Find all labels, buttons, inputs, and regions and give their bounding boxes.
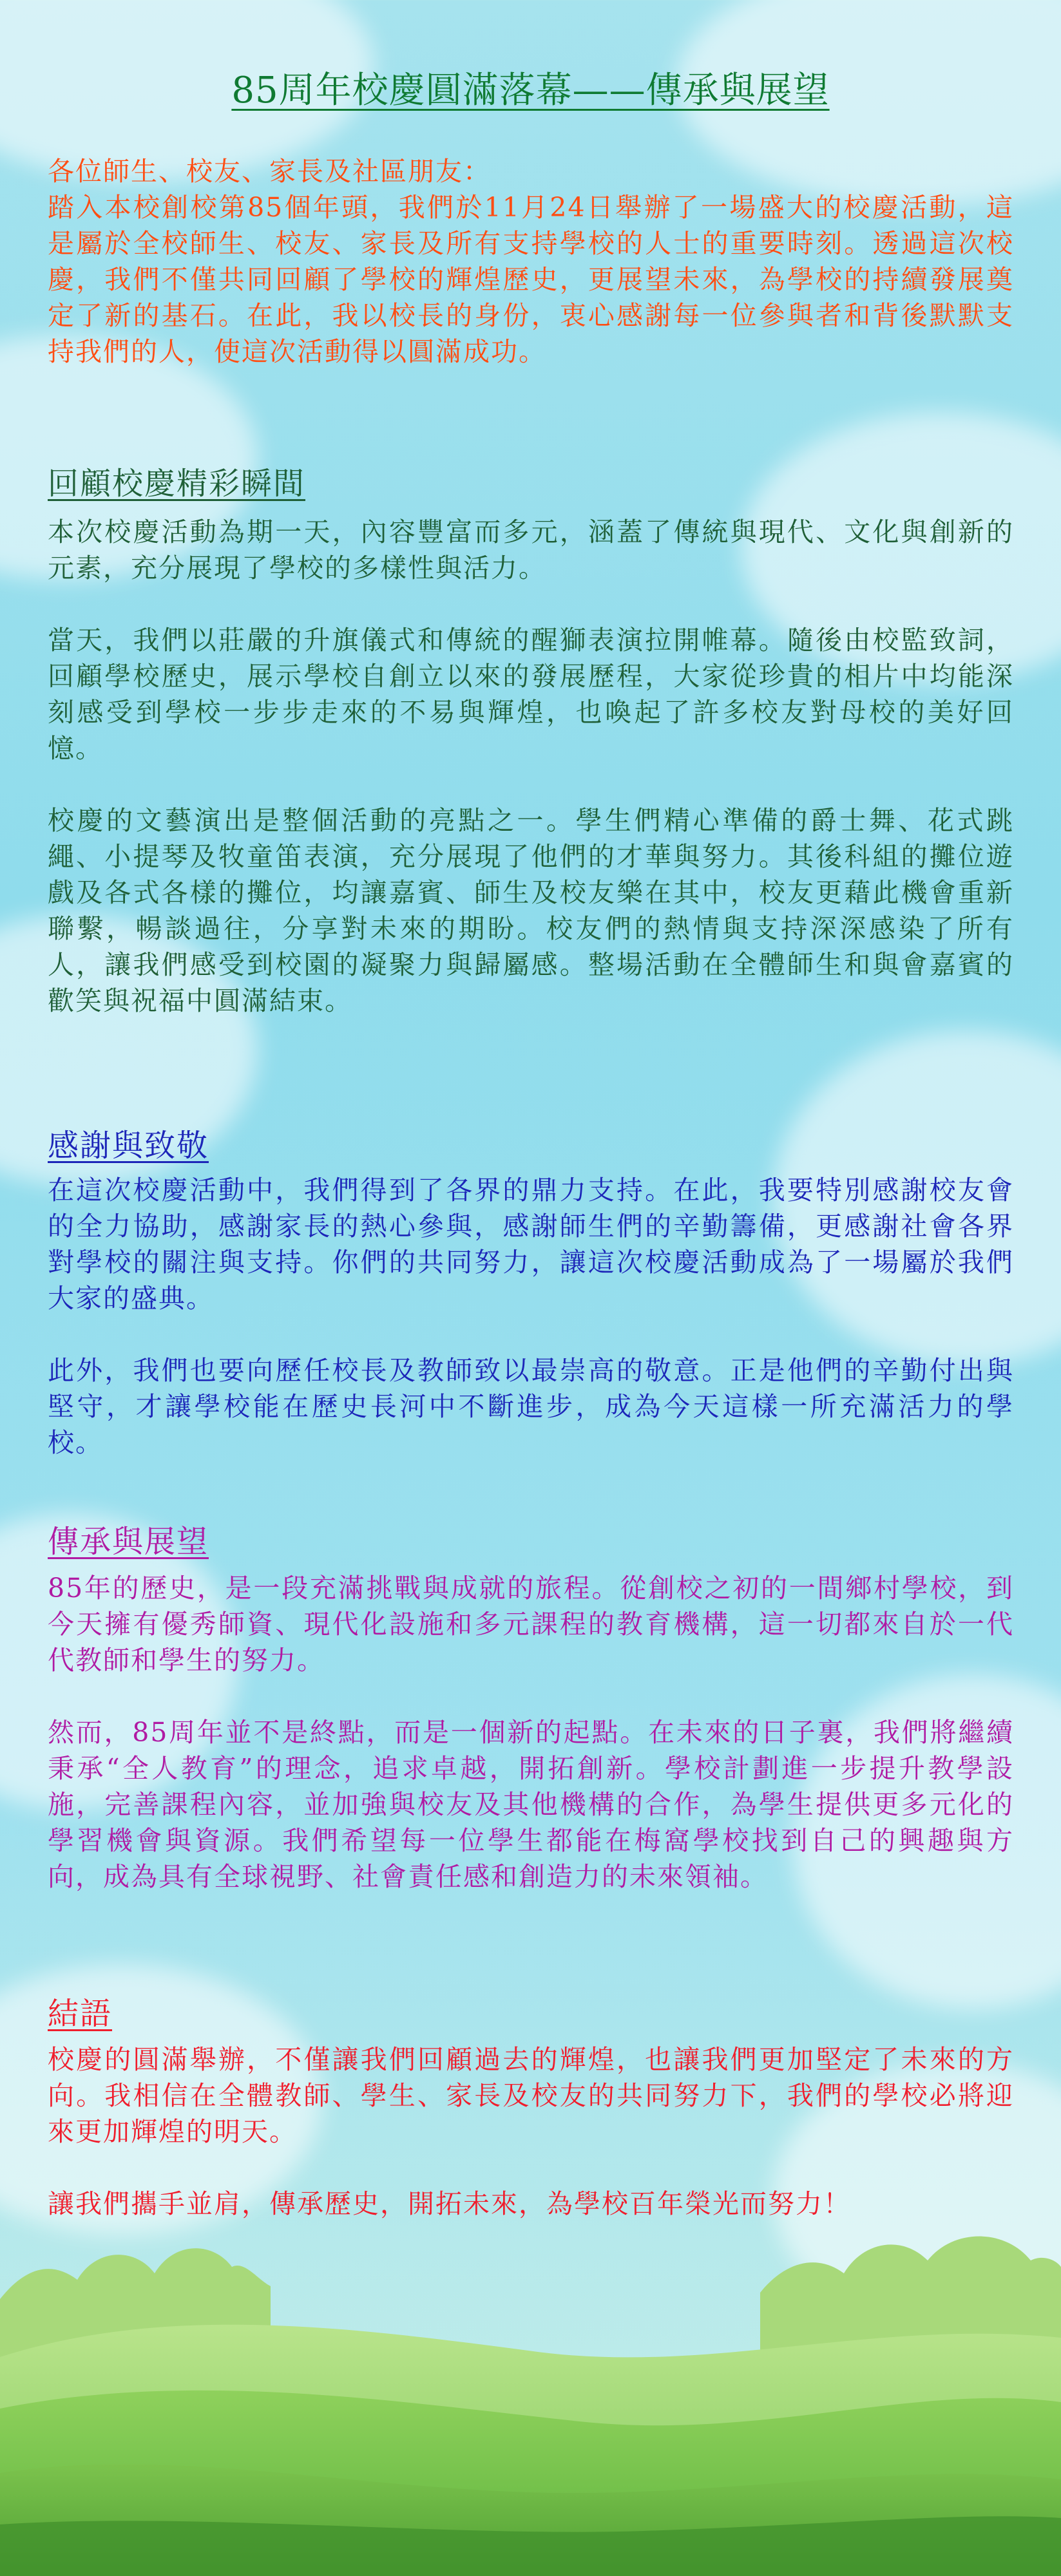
page-title: 85周年校慶圓滿落幕——傳承與展望	[231, 70, 830, 111]
intro-greeting: 各位師生、校友、家長及社區朋友：	[48, 156, 491, 187]
section-heading-review: 回顧校慶精彩瞬間	[48, 466, 306, 502]
thanks-paragraph: 此外，我們也要向歷任校長及教師致以最崇高的敬意。正是他們的辛勤付出與堅守，才讓學校能在歷史長河中不斷進步，成為今天這樣一所充滿活力的學校。	[48, 1355, 1014, 1458]
thanks-paragraph: 在這次校慶活動中，我們得到了各界的鼎力支持。在此，我要特別感謝校友會的全力協助，感謝家長的熱心參與，感謝師生們的辛勤籌備，更感謝社會各界對學校的關注與支持。你們的共同努力，讓這次校慶活動成為了一場屬於我們大家的盛典。	[48, 1175, 1014, 1314]
review-section	[48, 514, 1014, 1019]
future-paragraph: 85年的歷史，是一段充滿挑戰與成就的旅程。從創校之初的一間鄉村學校，到今天擁有優秀師資、現代化設施和多元課程的教育機構，這一切都來自於一代代教師和學生的努力。	[48, 1573, 1014, 1676]
review-paragraph: 當天，我們以莊嚴的升旗儀式和傳統的醒獅表演拉開帷幕。隨後由校監致詞，回顧學校歷史，展示學校自創立以來的發展歷程，大家從珍貴的相片中均能深刻感受到學校一步步走來的不易與輝煌，也喚起了許多校友對母校的美好回憶。	[48, 625, 1014, 764]
intro-body: 踏入本校創校第85個年頭，我們於11月24日舉辦了一場盛大的校慶活動，這是屬於全校師生、校友、家長及所有支持學校的人士的重要時刻。透過這次校慶，我們不僅共同回顧了學校的輝煌歷史，更展望未來，為學校的持續發展奠定了新的基石。在此，我以校長的身份，衷心感謝每一位參與者和背後默默支持我們的人，使這次活動得以圓滿成功。	[48, 192, 1014, 367]
conclusion-paragraph: 校慶的圓滿舉辦，不僅讓我們回顧過去的輝煌，也讓我們更加堅定了未來的方向。我相信在全體教師、學生、家長及校友的共同努力下，我們的學校必將迎來更加輝煌的明天。	[48, 2044, 1014, 2147]
review-paragraph: 校慶的文藝演出是整個活動的亮點之一。學生們精心準備的爵士舞、花式跳繩、小提琴及牧童笛表演，充分展現了他們的才華與努力。其後科組的攤位遊戲及各式各樣的攤位，均讓嘉賓、師生及校友樂在其中，校友更藉此機會重新聯繫，暢談過往，分享對未來的期盼。校友們的熱情與支持深深感染了所有人，讓我們感受到校園的凝聚力與歸屬感。整場活動在全體師生和與會嘉賓的歡笑與祝福中圓滿結束。	[48, 805, 1014, 1016]
conclusion-paragraph: 讓我們攜手並肩，傳承歷史，開拓未來，為學校百年榮光而努力！	[48, 2188, 851, 2219]
thanks-section	[48, 1172, 1014, 1461]
future-section	[48, 1570, 1014, 1895]
intro-section	[48, 153, 1014, 370]
section-heading-future: 傳承與展望	[48, 1524, 209, 1560]
section-heading-conclusion: 結語	[48, 1996, 113, 2032]
conclusion-section	[48, 2041, 1014, 2222]
review-paragraph: 本次校慶活動為期一天，內容豐富而多元，涵蓋了傳統與現代、文化與創新的元素，充分展現了學校的多樣性與活力。	[48, 516, 1014, 583]
section-heading-thanks: 感謝與致敬	[48, 1128, 209, 1164]
future-paragraph: 然而，85周年並不是終點，而是一個新的起點。在未來的日子裏，我們將繼續秉承“全人教育”的理念，追求卓越，開拓創新。學校計劃進一步提升教學設施，完善課程內容，並加強與校友及其他機構的合作，為學生提供更多元化的學習機會與資源。我們希望每一位學生都能在梅窩學校找到自己的興趣與方向，成為具有全球視野、社會責任感和創造力的未來領袖。	[48, 1717, 1014, 1892]
